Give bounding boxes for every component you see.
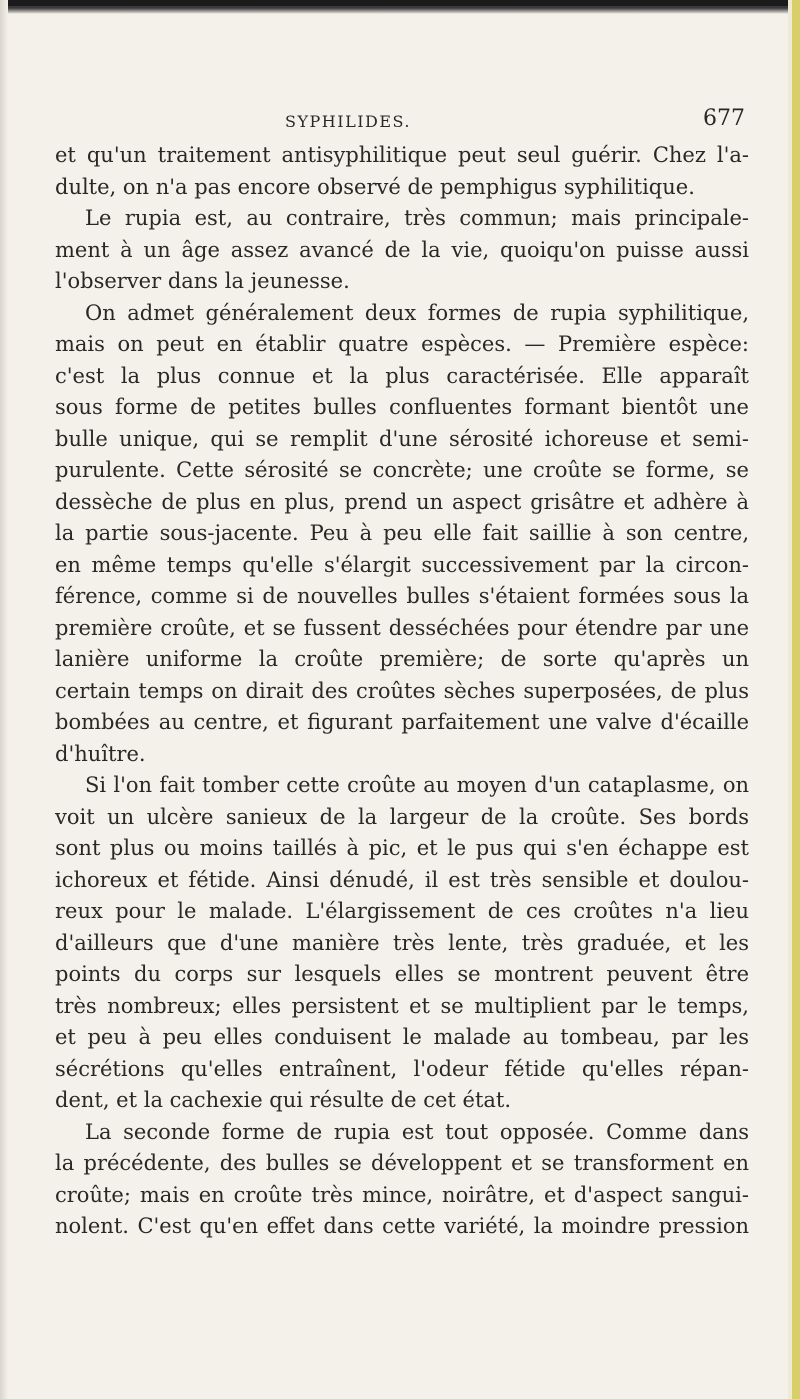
text-line: sont plus ou moins taillés à pic, et le pus qui s'en échappe est (55, 836, 749, 860)
text-line: l'observer dans la jeunesse. (55, 269, 350, 293)
text-line: nolent. C'est qu'en effet dans cette variété, la moindre pression (55, 1214, 749, 1238)
text-line: lanière uniforme la croûte première; de sorte qu'après un (55, 647, 749, 671)
text-line: c'est la plus connue et la plus caractérisée. Elle apparaît (55, 363, 749, 388)
text-line: ment à un âge assez avancé de la vie, quoiqu'on puisse aussi (55, 237, 749, 262)
text-line: en même temps qu'elle s'élargit successivement par la circon- (55, 552, 749, 577)
body-text (55, 140, 749, 1243)
text-line: points du corps sur lesquels elles se montrent peuvent être (55, 962, 749, 986)
text-line: d'ailleurs que d'une manière très lente, très graduée, et les (55, 930, 749, 955)
text-line: la partie sous-jacente. Peu à peu elle fait saillie à son centre, (55, 521, 749, 545)
text-line: On admet généralement deux formes de rupia syphilitique, (85, 300, 749, 325)
text-line: très nombreux; elles persistent et se multiplient par le temps, (55, 993, 749, 1018)
text-line: dulte, on n'a pas encore observé de pemphigus syphilitique. (55, 174, 695, 199)
text-line: dessèche de plus en plus, prend un aspect grisâtre et adhère à (55, 489, 749, 514)
text-line: bulle unique, qui se remplit d'une sérosité ichoreuse et semi- (55, 426, 749, 451)
text-line: certain temps on dirait des croûtes sèches superposées, de plus (55, 678, 749, 703)
running-title: SYPHILIDES. (285, 112, 411, 131)
page-top-edge (0, 0, 800, 14)
text-line: férence, comme si de nouvelles bulles s'étaient formées sous la (55, 584, 749, 608)
page-right-edge (788, 0, 800, 1399)
text-line: bombées au centre, et figurant parfaitement une valve d'écaille (55, 710, 749, 734)
text-line: première croûte, et se fussent desséchées pour étendre par une (55, 615, 749, 640)
page-number: 677 (703, 106, 745, 131)
text-line: mais on peut en établir quatre espèces. — Première espèce: (55, 332, 749, 356)
text-line: purulente. Cette sérosité se concrète; une croûte se forme, se (55, 458, 749, 482)
text-line: la précédente, des bulles se développent et se transforment en (55, 1151, 749, 1175)
text-line: croûte; mais en croûte très mince, noirâtre, et d'aspect sangui- (55, 1182, 749, 1207)
text-line: voit un ulcère sanieux de la largeur de la croûte. Ses bords (55, 804, 749, 829)
text-line: dent, et la cachexie qui résulte de cet état. (55, 1088, 512, 1112)
text-line: Si l'on fait tomber cette croûte au moyen d'un cataplasme, on (85, 773, 749, 797)
page-header (255, 106, 745, 136)
text-line: sécrétions qu'elles entraînent, l'odeur fétide qu'elles répan- (55, 1056, 749, 1081)
text-line: d'huître. (55, 741, 146, 766)
text-line: La seconde forme de rupia est tout opposée. Comme dans (85, 1119, 749, 1144)
text-line: et qu'un traitement antisyphilitique peut seul guérir. Chez l'a- (55, 143, 749, 167)
page-left-edge (0, 0, 8, 1399)
text-line: sous forme de petites bulles confluentes formant bientôt une (55, 395, 749, 419)
text-line: reux pour le malade. L'élargissement de ces croûtes n'a lieu (55, 899, 749, 923)
text-line: Le rupia est, au contraire, très commun; mais principale- (85, 206, 749, 230)
text-line: ichoreux et fétide. Ainsi dénudé, il est très sensible et doulou- (55, 867, 749, 892)
text-line: et peu à peu elles conduisent le malade au tombeau, par les (55, 1025, 749, 1049)
